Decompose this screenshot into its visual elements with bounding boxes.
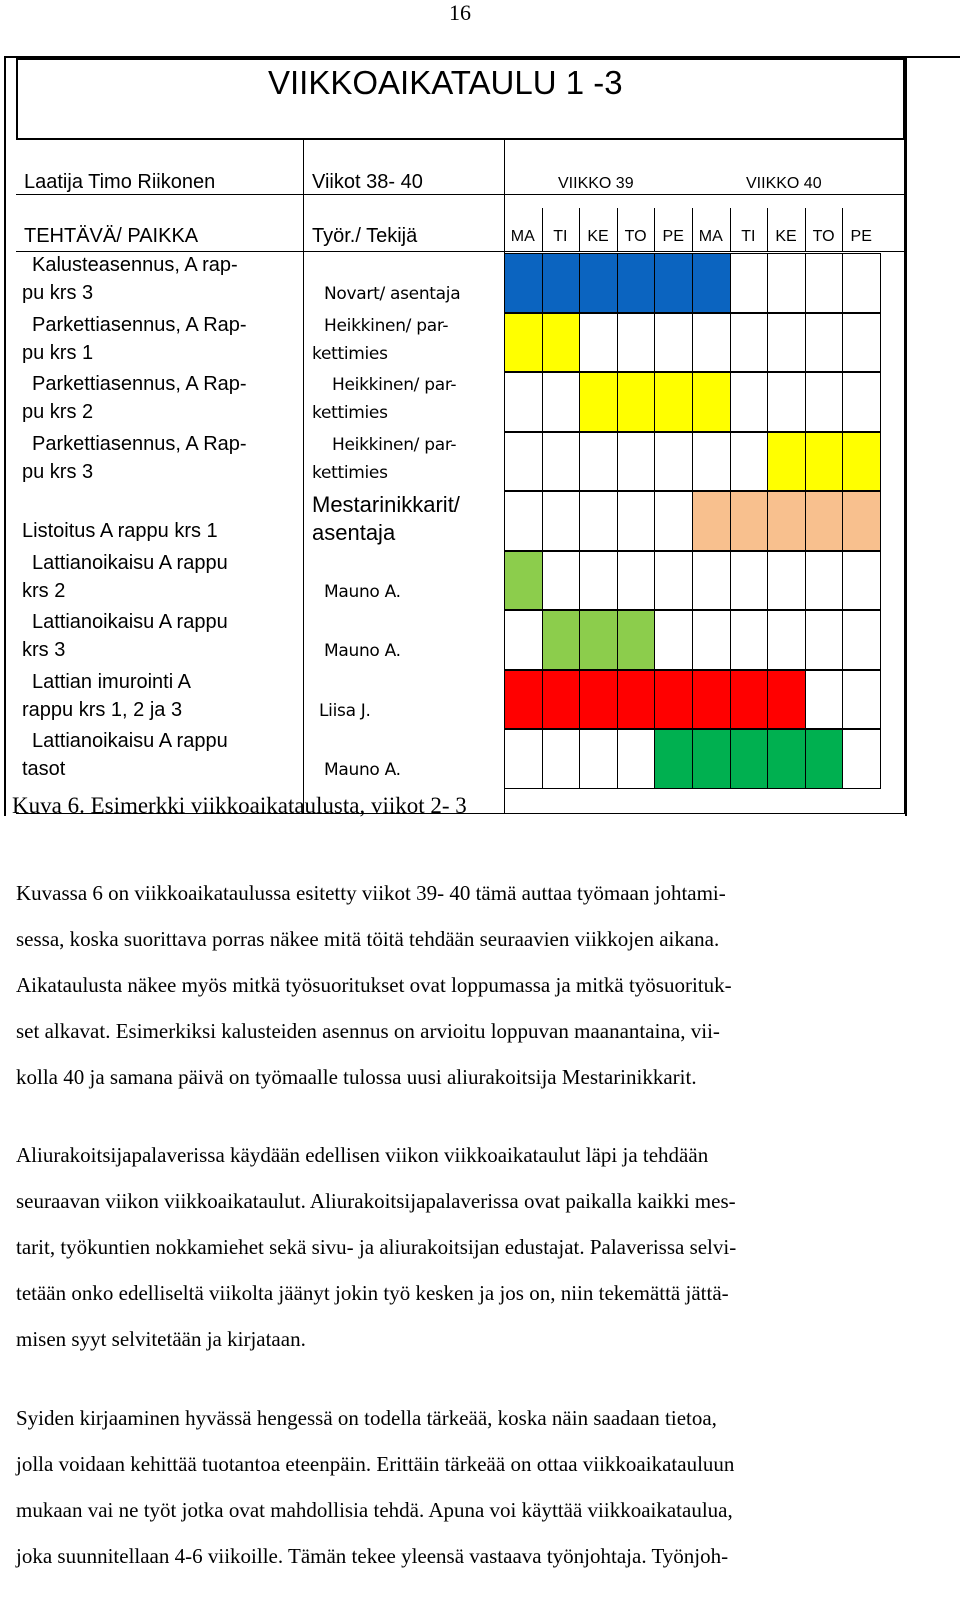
- schedule-empty-cell: [542, 432, 581, 492]
- day-header: MA: [698, 228, 723, 245]
- header-divider: [16, 194, 905, 195]
- schedule-empty-cell: [579, 432, 618, 492]
- worker-label-line: Mestarinikkarit/: [312, 492, 460, 517]
- task-label-line: krs 2: [22, 579, 66, 602]
- day-header: TO: [812, 228, 835, 245]
- schedule-bar-cell: [504, 670, 543, 730]
- schedule-empty-cell: [805, 313, 844, 373]
- header-divider: [16, 251, 905, 252]
- task-column-divider: [303, 138, 304, 814]
- task-label-line: pu krs 3: [22, 282, 94, 304]
- worker-label-line: asentaja: [312, 520, 396, 545]
- schedule-empty-cell: [842, 313, 881, 373]
- schedule-empty-cell: [805, 670, 844, 730]
- worker-label-line: Mauno A.: [324, 641, 401, 661]
- schedule-empty-cell: [654, 551, 693, 611]
- day-divider: [542, 208, 543, 251]
- schedule-empty-cell: [730, 551, 769, 611]
- schedule-bar-cell: [654, 729, 693, 789]
- schedule-empty-cell: [654, 610, 693, 670]
- task-label-line: Lattianoikaisu A rappu: [32, 730, 228, 752]
- schedule-bar-cell: [617, 253, 656, 313]
- text-line: Syiden kirjaaminen hyvässä hengessä on todella tärkeää, koska näin saadaan tietoa,: [16, 1406, 717, 1430]
- schedule-empty-cell: [730, 610, 769, 670]
- task-label-line: pu krs 1: [22, 341, 94, 364]
- schedule-empty-cell: [805, 610, 844, 670]
- schedule-empty-cell: [579, 313, 618, 373]
- schedule-bar-cell: [654, 253, 693, 313]
- schedule-bar-cell: [542, 670, 581, 730]
- schedule-bar-cell: [692, 491, 731, 551]
- schedule-empty-cell: [767, 313, 806, 373]
- paragraph-2: [16, 1132, 906, 1362]
- day-divider: [692, 208, 693, 251]
- schedule-bar-cell: [767, 491, 806, 551]
- table-right-line: [904, 138, 905, 814]
- worker-label-line: Novart/ asentaja: [324, 284, 461, 304]
- day-header: TI: [553, 228, 568, 245]
- schedule-bar-cell: [805, 729, 844, 789]
- schedule-bar-cell: [542, 610, 581, 670]
- schedule-empty-cell: [730, 253, 769, 313]
- schedule-empty-cell: [842, 551, 881, 611]
- task-label-line: Parkettiasennus, A Rap-: [32, 313, 247, 336]
- schedule-title: VIIKKOAIKATAULU 1 -3: [268, 64, 623, 101]
- task-label-line: krs 3: [22, 639, 66, 661]
- day-header: MA: [510, 228, 535, 245]
- schedule-empty-cell: [767, 253, 806, 313]
- worker-label-line: Heikkinen/ par-: [332, 434, 457, 455]
- weekly-schedule: [16, 58, 905, 814]
- task-label-line: Lattianoikaisu A rappu: [32, 611, 228, 633]
- text-line: set alkavat. Esimerkiksi kalusteiden asennus on arvioitu loppuvan maanantaina, vii-: [16, 1019, 720, 1043]
- text-line: kolla 40 ja samana päivä on työmaalle tulossa uusi aliurakoitsija Mestarinikkarit.: [16, 1065, 697, 1089]
- schedule-bar-cell: [842, 491, 881, 551]
- schedule-empty-cell: [842, 670, 881, 730]
- schedule-bar-cell: [767, 432, 806, 492]
- text-line: seuraavan viikon viikkoaikataulut. Aliurakoitsijapalaverissa ovat paikalla kaikki mes-: [16, 1189, 736, 1213]
- text-line: sessa, koska suorittava porras näkee mitä töitä tehdään seuraavien viikkojen aikana.: [16, 927, 720, 951]
- task-label-line: Parkettiasennus, A Rap-: [32, 432, 247, 455]
- schedule-empty-cell: [504, 610, 543, 670]
- task-label-line: Parkettiasennus, A Rap-: [32, 373, 247, 395]
- worker-label-line: Heikkinen/ par-: [332, 375, 457, 395]
- schedule-empty-cell: [542, 491, 581, 551]
- schedule-bar-cell: [504, 551, 543, 611]
- schedule-empty-cell: [692, 551, 731, 611]
- schedule-bar-cell: [504, 313, 543, 373]
- schedule-empty-cell: [617, 551, 656, 611]
- schedule-bar-cell: [692, 729, 731, 789]
- text-line: Aikataulusta näkee myös mitkä työsuoritukset ovat loppumassa ja mitkä työsuorituk-: [16, 973, 732, 997]
- schedule-empty-cell: [617, 313, 656, 373]
- week-39-label: VIIKKO 39: [558, 175, 634, 192]
- schedule-empty-cell: [692, 313, 731, 373]
- day-header: KE: [587, 228, 609, 245]
- schedule-empty-cell: [654, 491, 693, 551]
- schedule-empty-cell: [542, 551, 581, 611]
- schedule-empty-cell: [767, 551, 806, 611]
- day-divider: [579, 208, 580, 251]
- page-number: 16: [449, 0, 471, 25]
- day-header: TI: [741, 228, 756, 245]
- schedule-empty-cell: [542, 372, 581, 432]
- day-header: TO: [624, 228, 647, 245]
- schedule-bar-cell: [730, 670, 769, 730]
- day-divider: [805, 208, 806, 251]
- worker-label-line: Heikkinen/ par-: [324, 315, 449, 336]
- text-line: tarit, työkuntien nokkamiehet sekä sivu- ja aliurakoitsijan edustajat. Palaverissa selvi-: [16, 1235, 737, 1259]
- schedule-bar-cell: [617, 372, 656, 432]
- schedule-empty-cell: [617, 491, 656, 551]
- text-line: mukaan vai ne työt jotka ovat mahdollisia tehdä. Apuna voi käyttää viikkoaikataulua,: [16, 1498, 733, 1522]
- author-label: Laatija Timo Riikonen: [24, 171, 216, 193]
- schedule-empty-cell: [730, 432, 769, 492]
- schedule-bar-cell: [767, 729, 806, 789]
- task-label-line: pu krs 2: [22, 401, 94, 423]
- worker-label-line: kettimies: [312, 462, 388, 483]
- schedule-empty-cell: [805, 551, 844, 611]
- schedule-bar-cell: [805, 432, 844, 492]
- schedule-bar-cell: [542, 253, 581, 313]
- schedule-empty-cell: [617, 729, 656, 789]
- day-divider: [730, 208, 731, 251]
- day-header: PE: [850, 228, 872, 245]
- text-line: misen syyt selvitetään ja kirjataan.: [16, 1327, 306, 1351]
- schedule-empty-cell: [730, 313, 769, 373]
- schedule-bar-cell: [654, 670, 693, 730]
- schedule-bar-cell: [842, 432, 881, 492]
- task-label-line: tasot: [22, 758, 66, 780]
- schedule-bar-cell: [579, 610, 618, 670]
- schedule-empty-cell: [654, 432, 693, 492]
- schedule-bar-cell: [579, 372, 618, 432]
- week-40-label: VIIKKO 40: [746, 175, 822, 192]
- schedule-bar-cell: [805, 491, 844, 551]
- schedule-empty-cell: [542, 729, 581, 789]
- task-label-line: Kalusteasennus, A rap-: [32, 254, 238, 276]
- text-line: tetään onko edelliseltä viikolta jäänyt jokin työ kesken ja jos on, niin tekemättä jättä-: [16, 1281, 729, 1305]
- figure-frame-right: [905, 56, 960, 816]
- schedule-empty-cell: [579, 729, 618, 789]
- text-line: joka suunnitellaan 4-6 viikoille. Tämän tekee yleensä vastaava työnjohtaja. Työnjoh-: [16, 1544, 729, 1568]
- schedule-empty-cell: [617, 432, 656, 492]
- schedule-bar-cell: [542, 313, 581, 373]
- worker-label-line: kettimies: [312, 343, 388, 364]
- day-header: KE: [775, 228, 797, 245]
- schedule-empty-cell: [579, 551, 618, 611]
- schedule-empty-cell: [805, 253, 844, 313]
- schedule-bar-cell: [654, 372, 693, 432]
- task-label-line: rappu krs 1, 2 ja 3: [22, 698, 183, 721]
- figure-caption: Kuva 6. Esimerkki viikkoaikataulusta, viikot 2- 3: [12, 793, 467, 818]
- schedule-empty-cell: [767, 610, 806, 670]
- task-header: TEHTÄVÄ/ PAIKKA: [24, 225, 199, 247]
- day-divider: [767, 208, 768, 251]
- schedule-empty-cell: [692, 432, 731, 492]
- weeks-label: Viikot 38- 40: [312, 171, 423, 193]
- text-line: Kuvassa 6 on viikkoaikataulussa esitetty viikot 39- 40 tämä auttaa työmaan johtami-: [16, 881, 726, 905]
- schedule-empty-cell: [504, 432, 543, 492]
- schedule-bar-cell: [692, 372, 731, 432]
- task-label-line: Lattian imurointi A: [32, 670, 191, 693]
- schedule-empty-cell: [692, 610, 731, 670]
- day-header: PE: [662, 228, 684, 245]
- schedule-empty-cell: [842, 729, 881, 789]
- schedule-empty-cell: [842, 253, 881, 313]
- schedule-empty-cell: [842, 610, 881, 670]
- schedule-empty-cell: [767, 372, 806, 432]
- schedule-bar-cell: [617, 670, 656, 730]
- schedule-empty-cell: [579, 491, 618, 551]
- worker-label-line: kettimies: [312, 403, 388, 423]
- schedule-bar-cell: [767, 670, 806, 730]
- task-label-line: Listoitus A rappu krs 1: [22, 520, 218, 542]
- task-label-line: pu krs 3: [22, 460, 94, 483]
- text-line: jolla voidaan kehittää tuotantoa eteenpäin. Erittäin tärkeää on ottaa viikkoaikatauluun: [16, 1452, 735, 1476]
- schedule-empty-cell: [504, 729, 543, 789]
- day-divider: [617, 208, 618, 251]
- worker-label-line: Mauno A.: [324, 581, 401, 602]
- schedule-empty-cell: [504, 372, 543, 432]
- worker-header: Työr./ Tekijä: [312, 225, 418, 247]
- schedule-empty-cell: [805, 372, 844, 432]
- schedule-title-cell: [16, 58, 905, 140]
- schedule-empty-cell: [654, 313, 693, 373]
- schedule-empty-cell: [842, 372, 881, 432]
- schedule-bar-cell: [504, 253, 543, 313]
- day-divider: [654, 208, 655, 251]
- schedule-bar-cell: [730, 729, 769, 789]
- day-divider: [842, 208, 843, 251]
- schedule-bar-cell: [579, 670, 618, 730]
- schedule-empty-cell: [504, 491, 543, 551]
- schedule-bar-cell: [692, 670, 731, 730]
- worker-label-line: Liisa J.: [319, 700, 371, 721]
- text-line: Aliurakoitsijapalaverissa käydään edellisen viikon viikkoaikataulut läpi ja tehdään: [16, 1143, 709, 1167]
- paragraph-1: [16, 870, 906, 1100]
- schedule-empty-cell: [730, 372, 769, 432]
- schedule-bar-cell: [617, 610, 656, 670]
- schedule-bar-cell: [692, 253, 731, 313]
- worker-label-line: Mauno A.: [324, 760, 401, 780]
- task-label-line: Lattianoikaisu A rappu: [32, 551, 228, 574]
- schedule-bar-cell: [730, 491, 769, 551]
- schedule-bar-cell: [579, 253, 618, 313]
- paragraph-3: [16, 1395, 906, 1579]
